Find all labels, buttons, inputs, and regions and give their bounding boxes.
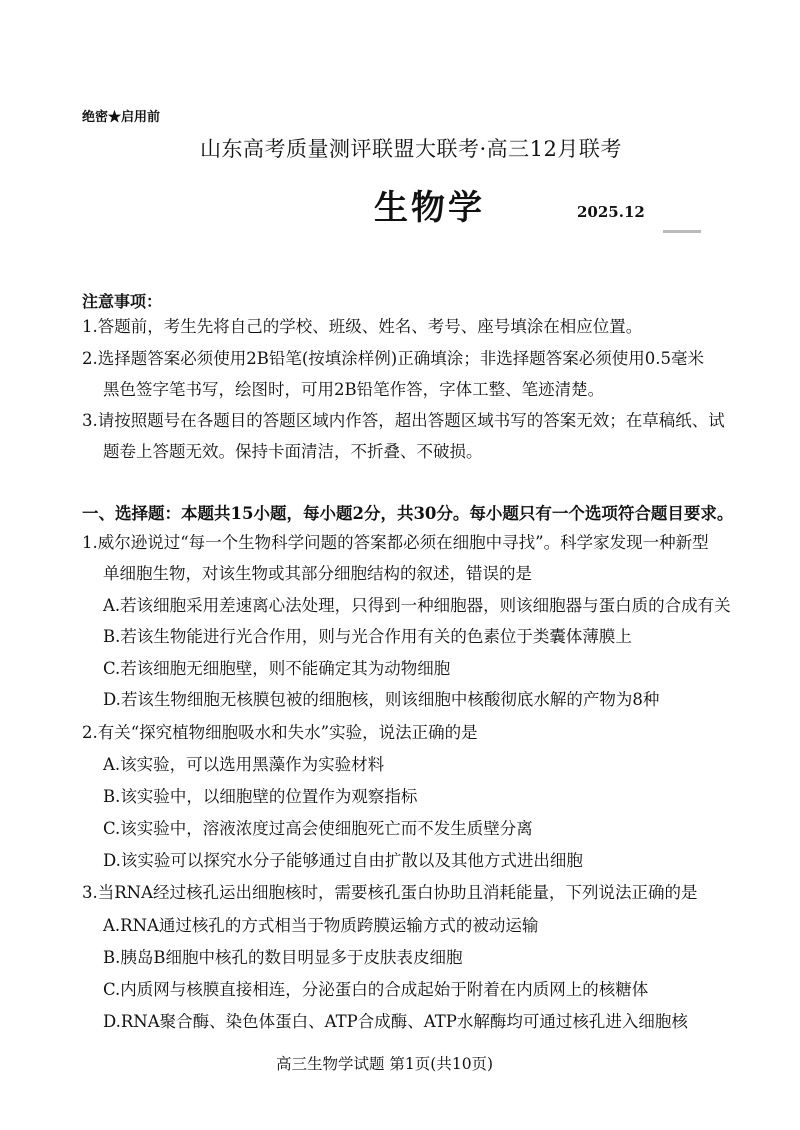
page-footer: 高三生物学试题 第1页(共10页) [276, 1055, 494, 1073]
note-line: 1.答题前，考生先将自己的学校、班级、姓名、考号、座号填涂在相应位置。 [82, 317, 643, 336]
note-line: 2.选择题答案必须使用2B铅笔(按填涂样例)正确填涂；非选择题答案必须使用0.5毫米 [82, 349, 704, 368]
option-d: D.若该生物细胞无核膜包被的细胞核，则该细胞中核酸彻底水解的产物为8种 [103, 690, 660, 709]
option-d: D.该实验可以探究水分子能够通过自由扩散以及其他方式进出细胞 [103, 851, 583, 870]
option-b: B.若该生物能进行光合作用，则与光合作用有关的色素位于类囊体薄膜上 [103, 627, 632, 646]
option-b: B.胰岛B细胞中核孔的数目明显多于皮肤表皮细胞 [103, 948, 463, 967]
note-line: 黑色签字笔书写，绘图时，可用2B铅笔作答，字体工整、笔迹清楚。 [103, 380, 605, 399]
option-d: D.RNA聚合酶、染色体蛋白、ATP合成酶、ATP水解酶均可通过核孔进入细胞核 [103, 1012, 688, 1031]
option-a: A.RNA通过核孔的方式相当于物质跨膜运输方式的被动运输 [103, 916, 539, 935]
exam-date: 2025.12 [577, 203, 645, 221]
question-stem: 2.有关“探究植物细胞吸水和失水”实验，说法正确的是 [82, 723, 478, 742]
question-stem: 单细胞生物，对该生物或其部分细胞结构的叙述，错误的是 [103, 564, 532, 583]
option-c: C.内质网与核膜直接相连，分泌蛋白的合成起始于附着在内质网上的核糖体 [103, 980, 649, 999]
notes-heading: 注意事项： [82, 292, 163, 311]
option-c: C.该实验中，溶液浓度过高会使细胞死亡而不发生质壁分离 [103, 819, 533, 838]
option-b: B.该实验中，以细胞壁的位置作为观察指标 [103, 787, 418, 806]
confidential-label: 绝密★启用前 [82, 110, 161, 125]
exam-title: 山东高考质量测评联盟大联考·高三12月联考 [200, 137, 622, 161]
question-stem: 1.威尔逊说过“每一个生物科学问题的答案都必须在细胞中寻找”。科学家发现一种新型 [82, 533, 709, 552]
subject-title: 生物学 [374, 188, 485, 228]
option-c: C.若该细胞无细胞壁，则不能确定其为动物细胞 [103, 659, 451, 678]
note-line: 题卷上答题无效。保持卡面清洁，不折叠、不破损。 [103, 442, 483, 461]
question-stem: 3.当RNA经过核孔运出细胞核时，需要核孔蛋白协助且消耗能量，下列说法正确的是 [82, 883, 698, 902]
option-a: A.该实验，可以选用黑藻作为实验材料 [103, 755, 385, 774]
section-heading: 一、选择题：本题共15小题，每小题2分，共30分。每小题只有一个选项符合题目要求。 [82, 504, 734, 523]
option-a: A.若该细胞采用差速离心法处理，只得到一种细胞器，则该细胞器与蛋白质的合成有关 [103, 596, 731, 615]
scan-artifact [663, 230, 701, 233]
note-line: 3.请按照题号在各题目的答题区域内作答，超出答题区域书写的答案无效；在草稿纸、试 [82, 411, 725, 430]
